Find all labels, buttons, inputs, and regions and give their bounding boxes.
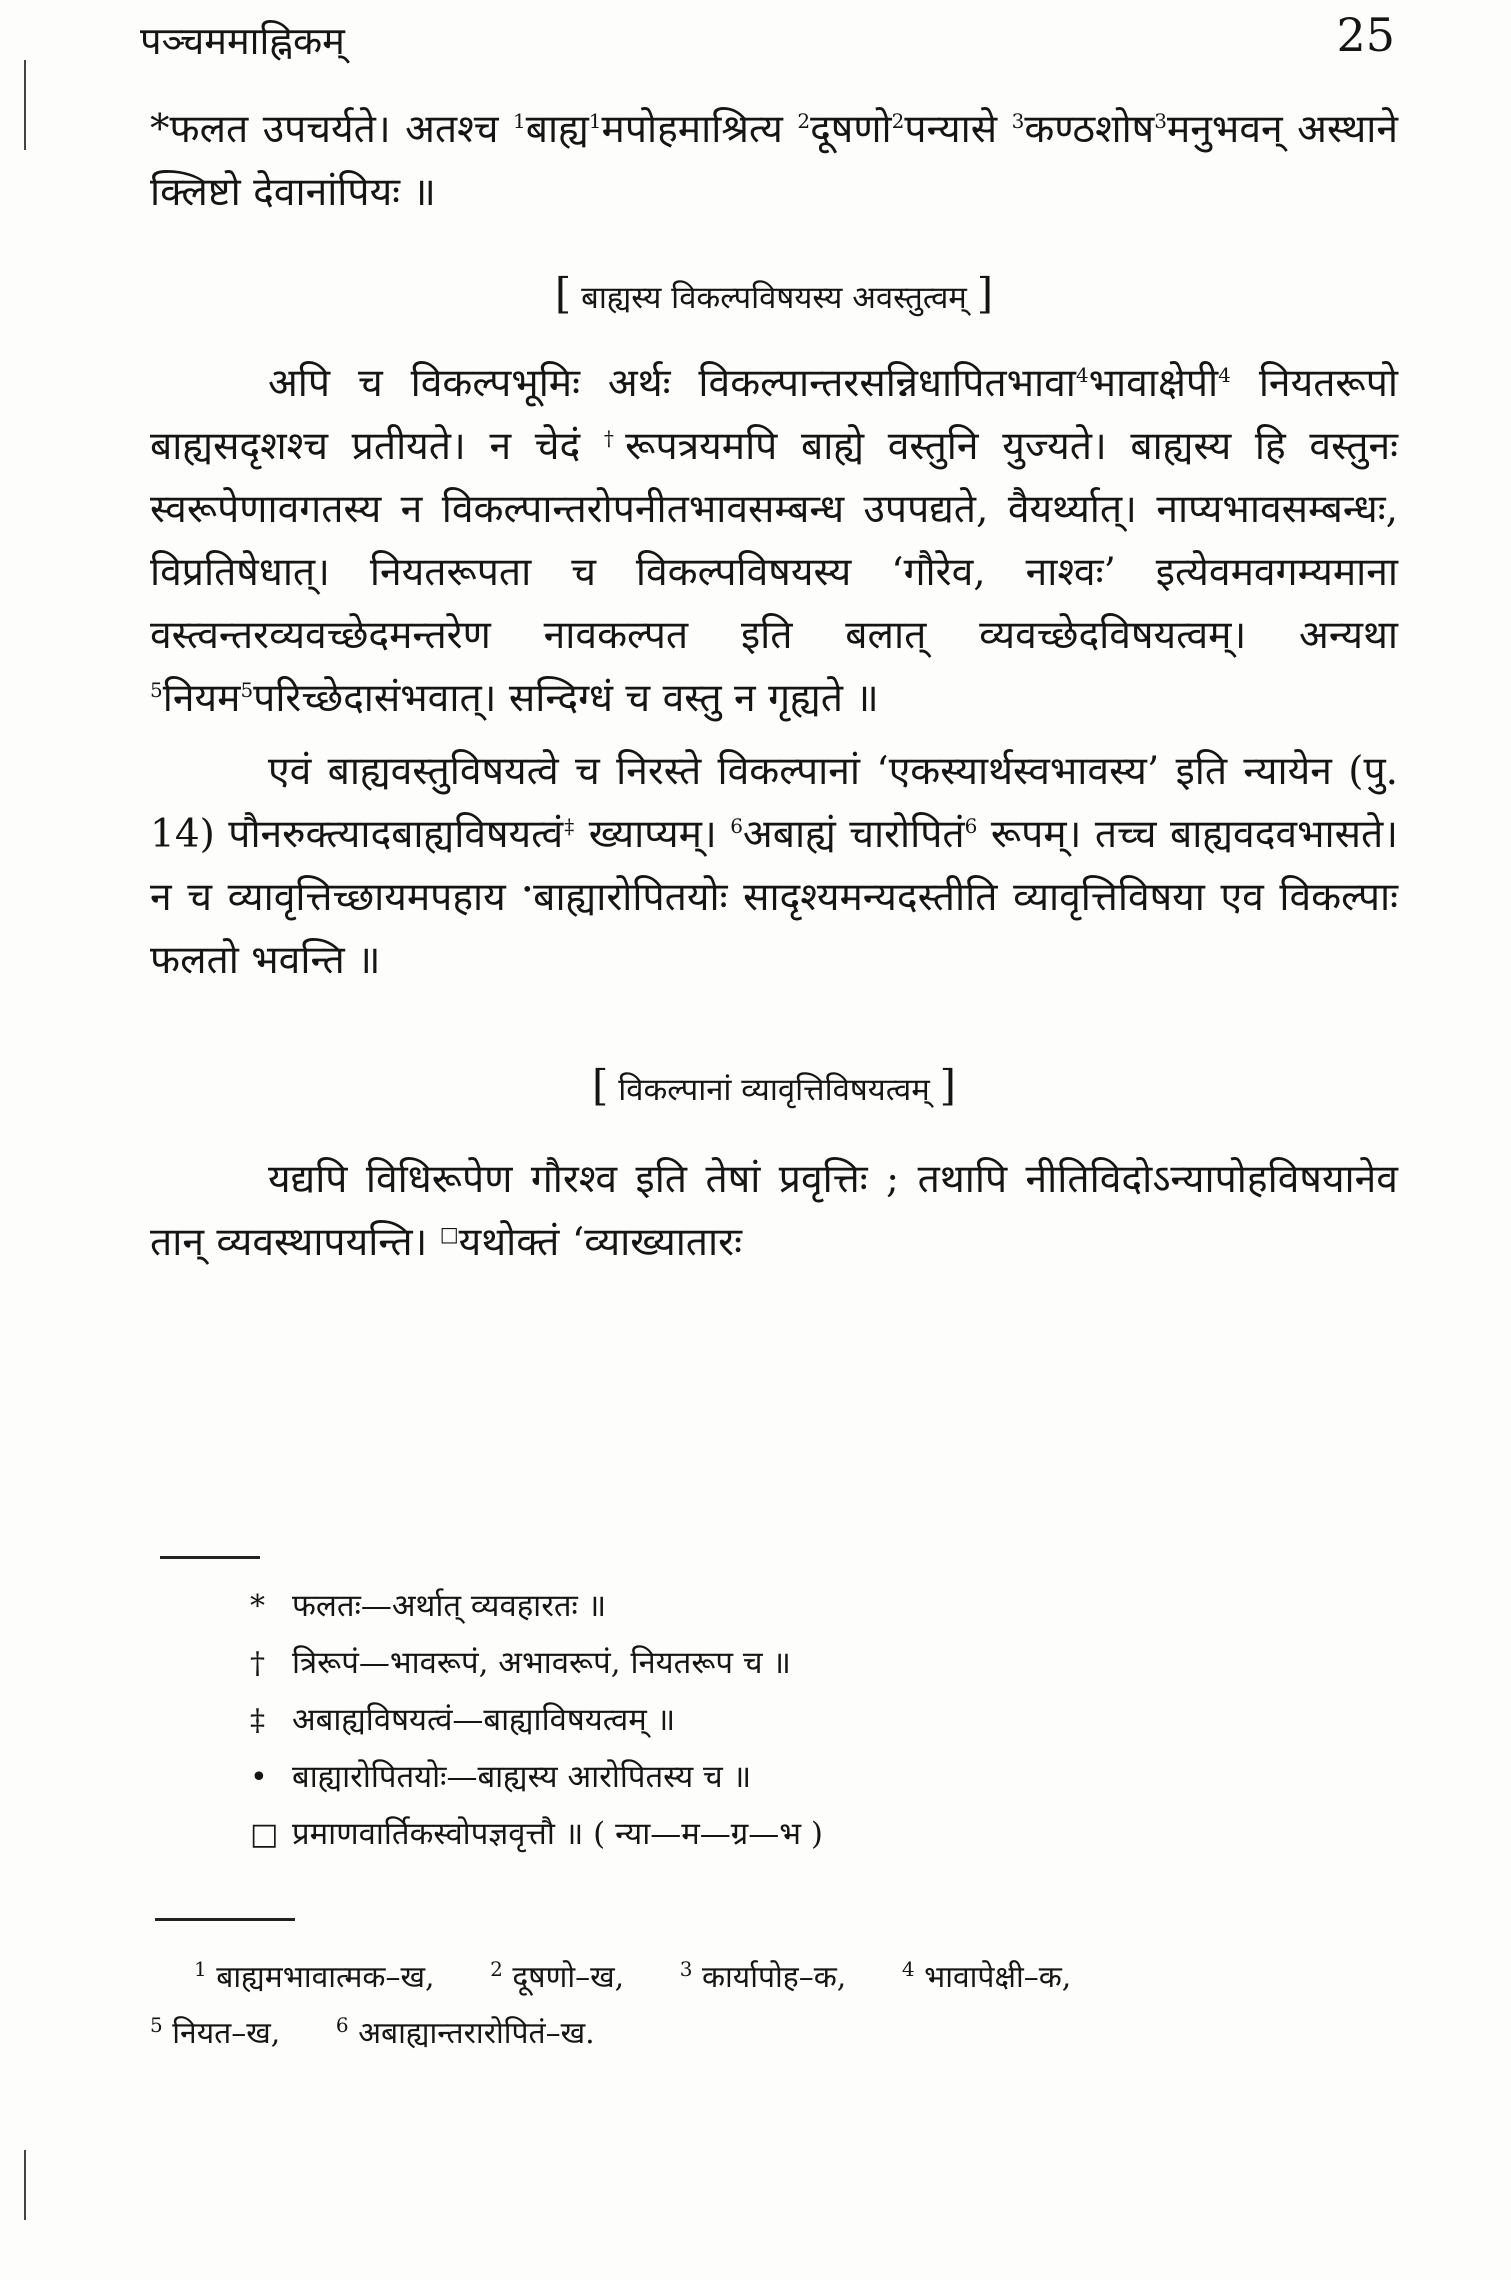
text-run: यथोक्तं ‘व्याख्यातारः [458,1220,742,1265]
text-run: मनुभवन् अस्थाने क्लिष्टो देवानांपियः ॥ [150,107,1399,215]
bracket-open: [ [591,1061,609,1110]
paragraph-1 [150,98,1398,224]
square-mark: □ [439,1222,459,1246]
heading-text: विकल्पानां व्यावृत्तिविषयत्वम् [608,1072,940,1108]
footnote-text: बाह्यारोपितयोः—बाह्यस्य आरोपितस्य च ॥ [292,1759,752,1795]
text-run: नियम [162,676,241,721]
variant-marker: 5 [240,678,254,702]
variant-item [150,2006,280,2062]
variant-marker: 5 [150,678,163,702]
variant-number: 5 [150,2013,163,2037]
footnote-item [250,1578,1350,1635]
variant-text: भावापेक्षी–क, [924,1960,1072,1995]
variant-readings [150,1950,1390,2062]
variant-text: नियत–ख, [172,2016,281,2051]
variant-marker: 1 [588,109,602,133]
bullet-mark: • [521,877,534,901]
variant-marker: 6 [964,814,978,838]
variant-row [150,1950,1390,2006]
text-run: यद्यपि विधिरूपेण गौरश्व इति तेषां प्रवृत्तिः ; तथापि नीतिविदोऽन्यापोहविषयानेव तान् व्यवस्थापयन्ति। [150,1157,1398,1265]
footnote-mark: ‡ [250,1703,265,1738]
variant-text: अबाह्यान्तरारोपितं–ख. [358,2016,595,2051]
footnote-mark: † [250,1646,265,1681]
paragraph-2 [150,352,1398,730]
text-run: कण्ठशोष [1024,107,1155,152]
text-run: रूपत्रयमपि बाह्ये वस्तुनि युज्यते। बाह्यस्य हि वस्तुनः स्वरूपेणावगतस्य न विकल्पान्तरोपनीतभावसम्बन्ध उपपद्यते, वैयर्थ्यात्। नाप्यभावसम्बन्धः, विप्रतिषेधात्। नियतरूपता च विकल्पविषयस्य ‘गौरेव, नाश्वः’ इत्येवमवगम्यमाना वस्त्वन्तरव्यवच्छेदमन्तरेण नावकल्पत इति बलात् व्यवच्छेदविषयत्वम्। अन्यथा [150,424,1398,658]
paragraph-3 [150,740,1398,992]
footnote-item [250,1749,1350,1806]
variant-marker: 3 [1011,109,1025,133]
variant-text: बाह्यमभावात्मक–ख, [216,1960,435,1995]
variant-item [902,1950,1072,2006]
variant-item [194,1950,435,2006]
variant-marker: 4 [1075,363,1089,387]
running-title: पञ्चममाह्निकम् [140,19,345,63]
variant-number: 4 [901,1957,915,1981]
page-number: 25 [1336,8,1395,62]
text-run: ख्याप्यम्। [575,812,731,857]
variant-marker: 3 [1154,109,1167,133]
editorial-footnotes [250,1578,1350,1863]
double-dagger-mark: ‡ [563,814,576,838]
heading-text: बाह्यस्य विकल्पविषयस्य अवस्तुत्वम् [571,280,977,316]
text-run: एवं बाह्यवस्तुविषयत्वे च निरस्ते विकल्पानां ‘एकस्यार्थस्वभावस्य’ इति न्यायेन (पु. 14) पौनरुक्त्यादबाह्यविषयत्वं [150,749,1398,857]
text-run: पन्यासे [904,107,1012,152]
text-run: फलत उपचर्यते। अतश्च [169,107,513,152]
variant-text: दूषणो–ख, [512,1960,625,1995]
footnote-item [250,1635,1350,1692]
footnote-mark: * [250,1589,265,1624]
footnote-item [250,1692,1350,1749]
footnote-text: फलतः—अर्थात् व्यवहारतः ॥ [292,1588,607,1624]
bracket-close: ] [976,269,994,318]
text-run: बाह्य [525,107,589,152]
variant-number: 3 [679,1957,693,1981]
variant-text: कार्यापोह–क, [702,1960,847,1995]
variant-marker: 2 [891,109,905,133]
dagger-mark: † [603,426,626,450]
text-run: रूपम्। तच्च बाह्यवदवभासते। न च व्यावृत्तिच्छायमपहाय [150,812,1399,920]
asterisk-mark: * [150,107,170,152]
variant-marker: 6 [730,814,743,838]
paragraph-4 [150,1148,1398,1274]
variant-row [150,2006,1390,2062]
variants-divider [155,1918,295,1921]
section-heading-2 [150,1056,1398,1120]
page-header [140,8,1395,78]
variant-item [490,1950,624,2006]
text-run: अबाह्यं चारोपितं [742,812,965,857]
variant-number: 6 [335,2013,349,2037]
text-run: मपोहमाश्रित्य [601,107,798,152]
variant-marker: 4 [1218,363,1231,387]
text-run: बाह्यारोपितयोः सादृश्यमन्यदस्तीति व्यावृत्तिविषया एव विकल्पाः फलतो भवन्ति ॥ [150,875,1398,983]
footnote-divider [160,1556,260,1559]
variant-item [336,2006,595,2062]
text-run: परिच्छेदासंभवात्। सन्दिग्धं च वस्तु न गृह्यते ॥ [253,676,879,721]
text-run: दूषणो [810,107,892,152]
main-text [150,98,1398,1274]
text-run: अपि च विकल्पभूमिः अर्थः विकल्पान्तरसन्निधापितभावा [268,361,1076,406]
footnote-text: अबाह्यविषयत्वं—बाह्याविषयत्वम् ॥ [292,1702,676,1738]
variant-marker: 2 [797,109,811,133]
text-run: भावाक्षेपी [1088,361,1219,406]
section-heading-1 [150,264,1398,328]
footnote-text: प्रमाणवार्तिकस्वोपज्ञवृत्तौ ॥ ( न्या—म—ग्र—भ ) [292,1816,824,1852]
footnote-mark: • [250,1760,268,1795]
text-run: नियतरूपो बाह्यसदृशश्च प्रतीयते। न चेदं [150,361,1398,469]
variant-number: 1 [194,1957,207,1981]
variant-number: 2 [490,1957,503,1981]
footnote-item [250,1806,1350,1863]
footnote-text: त्रिरूपं—भावरूपं, अभावरूपं, नियतरूप च ॥ [292,1645,791,1681]
scan-edge-line [24,60,26,150]
variant-item [680,1950,847,2006]
variant-marker: 1 [512,109,526,133]
footnote-mark: □ [250,1817,279,1852]
bracket-close: ] [939,1061,957,1110]
scan-edge-line [24,2150,26,2220]
bracket-open: [ [554,269,572,318]
